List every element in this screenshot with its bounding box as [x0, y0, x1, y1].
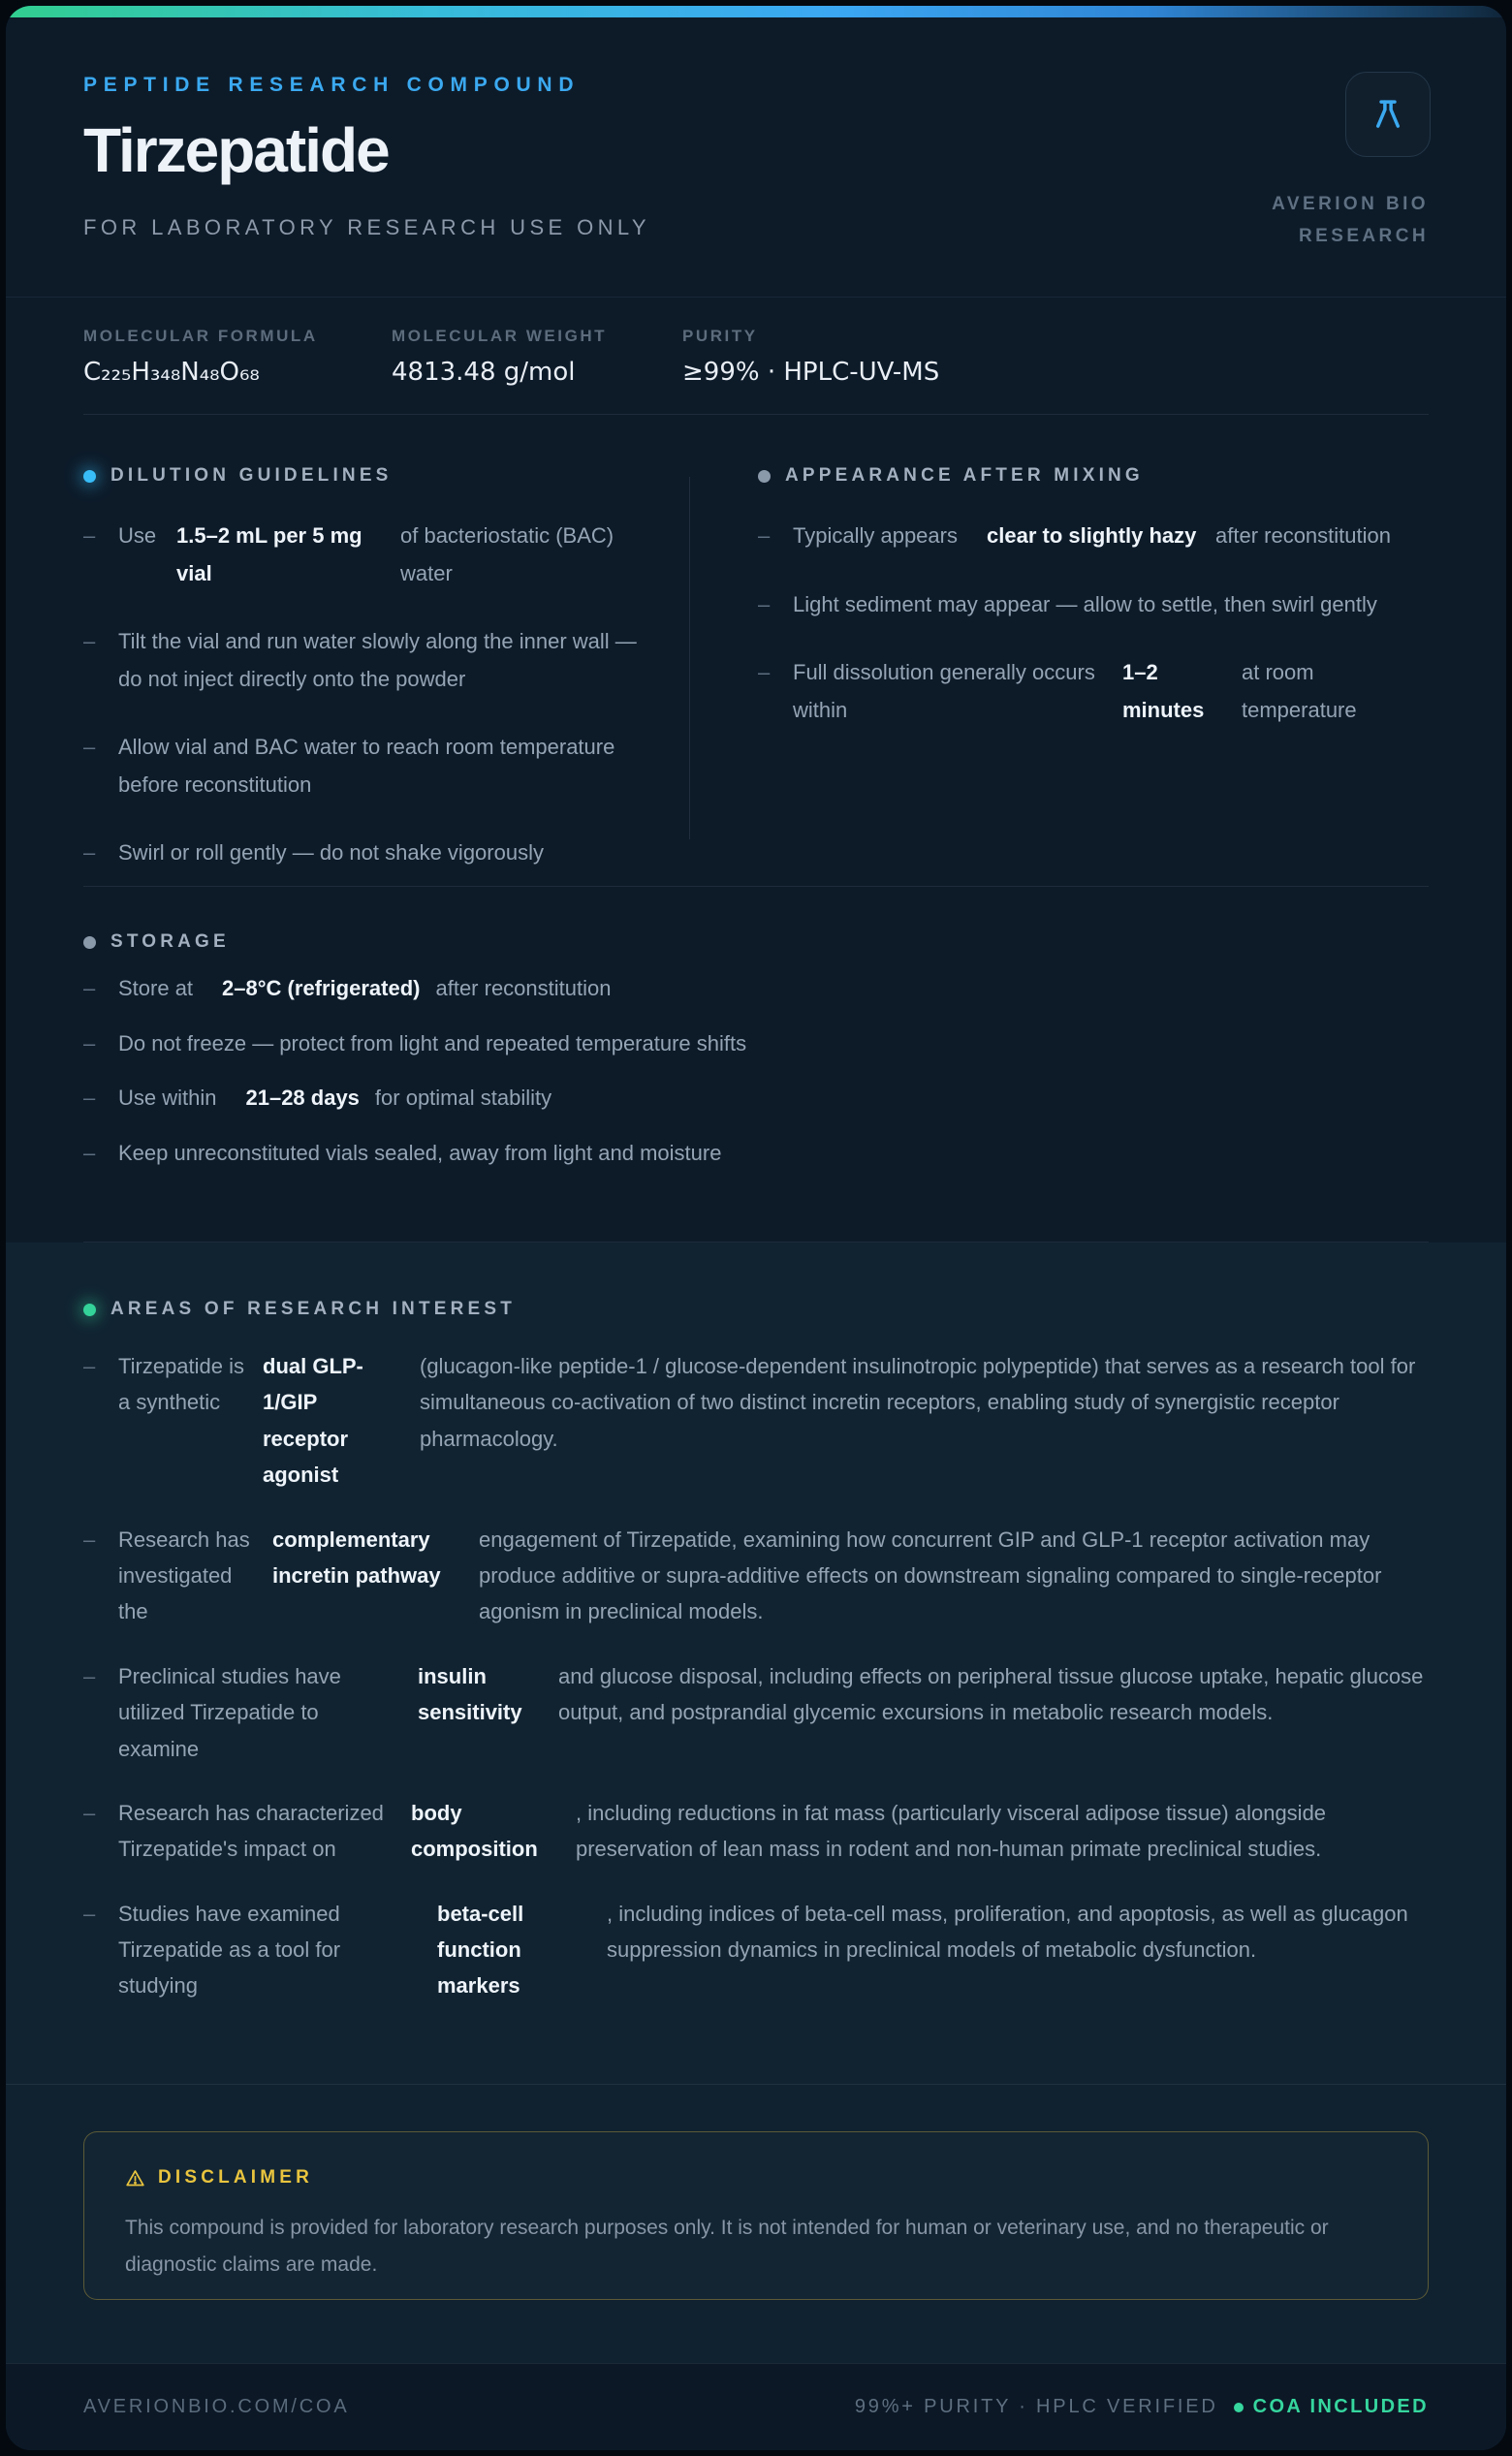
- list-text: and glucose disposal, including effects on peripheral tissue glucose uptake, hepatic glucose output, and postprandial glycemic excursions in metabolic research models.: [558, 1663, 1424, 1725]
- list-text: for optimal stability: [374, 1086, 552, 1110]
- list-text: Light sediment may appear — allow to settle, then swirl gently: [793, 591, 1377, 616]
- coa-included-badge: [1234, 2396, 1429, 2418]
- dash-marker: –: [83, 1030, 96, 1055]
- flask-icon: [1367, 93, 1409, 136]
- research-interest-section: [6, 1243, 1506, 2084]
- dash-marker: –: [83, 629, 96, 653]
- dash-marker: –: [83, 523, 96, 548]
- section-title: AREAS OF RESEARCH INTEREST: [110, 1299, 516, 1319]
- badge-label: COA INCLUDED: [1252, 2396, 1429, 2417]
- dilution-list: [83, 518, 650, 872]
- molecular-specs-row: [6, 298, 1506, 414]
- spec-label: MOLECULAR WEIGHT: [392, 327, 608, 345]
- dash-marker: –: [83, 1663, 96, 1688]
- list-item: [758, 654, 1429, 729]
- list-text: at room temperature: [1242, 660, 1357, 722]
- spec-value: C₂₂₅H₃₄₈N₄₈O₆₈: [83, 358, 260, 387]
- section-header: [83, 465, 650, 487]
- section-title: APPEARANCE AFTER MIXING: [785, 465, 1144, 486]
- list-text: Use: [118, 523, 157, 548]
- section-dot-icon: [83, 936, 96, 949]
- hero-header: [6, 17, 1506, 298]
- list-text: Tilt the vial and run water slowly along the inner wall — do not inject directly onto the powder: [118, 629, 637, 691]
- list-item: [83, 1795, 1429, 1868]
- section-dot-icon: [758, 470, 771, 483]
- list-item: [83, 623, 650, 698]
- dash-marker: –: [83, 735, 96, 759]
- list-text: of bacteriostatic (BAC) water: [400, 523, 614, 585]
- list-item: [83, 1135, 1429, 1173]
- list-item: [758, 518, 1429, 555]
- list-highlight: beta-cell function markers: [437, 1901, 524, 1999]
- dash-marker: –: [83, 1354, 96, 1378]
- dash-marker: –: [758, 591, 771, 616]
- list-text: Store at: [118, 976, 194, 1000]
- list-highlight: 21–28 days: [245, 1086, 360, 1110]
- list-highlight: 1–2 minutes: [1122, 660, 1205, 722]
- list-highlight: 2–8°C (refrigerated): [222, 976, 421, 1000]
- list-text: Research has investigated the: [118, 1527, 250, 1624]
- list-text: Tirzepatide is a synthetic: [118, 1354, 245, 1415]
- warning-icon: [125, 2168, 145, 2188]
- section-header: [83, 931, 1429, 953]
- list-text: (glucagon-like peptide-1 / glucose-dependent insulinotropic polypeptide) that serves as a research tool for simultaneous co-activation of two distinct incretin receptors, enabling study of synergistic receptor pharmacology.: [420, 1354, 1416, 1451]
- dash-marker: –: [83, 1086, 96, 1110]
- footer-right: [855, 2396, 1429, 2418]
- list-text: Keep unreconstituted vials sealed, away from light and moisture: [118, 1140, 722, 1165]
- list-text: Do not freeze — protect from light and repeated temperature shifts: [118, 1030, 747, 1055]
- storage-section: [6, 887, 1506, 1242]
- list-text: Use within: [118, 1086, 217, 1110]
- list-item: [83, 1896, 1429, 2004]
- list-highlight: 1.5–2 mL per 5 mg vial: [176, 523, 362, 585]
- section-dot-icon: [83, 470, 96, 483]
- list-text: , including reductions in fat mass (particularly visceral adipose tissue) alongside preservation of lean mass in rodent and non-human primate preclinical studies.: [576, 1800, 1327, 1862]
- section-dot-icon: [83, 1304, 96, 1316]
- list-text: Full dissolution generally occurs within: [793, 660, 1095, 722]
- research-use-subtitle: FOR LABORATORY RESEARCH USE ONLY: [83, 215, 650, 239]
- section-title: STORAGE: [110, 931, 230, 952]
- list-highlight: clear to slightly hazy: [987, 523, 1197, 548]
- list-highlight: complementary incretin pathway: [272, 1527, 441, 1588]
- brand-name: [1272, 188, 1429, 253]
- list-item: [83, 518, 650, 592]
- brand-logo: [1345, 72, 1431, 157]
- list-item: [758, 586, 1429, 624]
- spec-purity: [682, 327, 1429, 414]
- list-item: [83, 1348, 1429, 1494]
- list-highlight: dual GLP-1/GIP receptor agonist: [263, 1354, 363, 1488]
- storage-list: [83, 970, 1429, 1172]
- dash-marker: –: [83, 1800, 96, 1825]
- prep-section: [6, 415, 1506, 886]
- spec-value: 4813.48 g/mol: [392, 358, 576, 387]
- dash-marker: –: [758, 660, 771, 684]
- list-item: [83, 729, 650, 803]
- dash-marker: –: [83, 1527, 96, 1552]
- purity-verified-text: 99%+ PURITY · HPLC VERIFIED: [854, 2396, 1218, 2417]
- brand-name-line2: RESEARCH: [1299, 226, 1429, 247]
- disclaimer-title: DISCLAIMER: [158, 2167, 314, 2188]
- disclaimer-text: This compound is provided for laboratory research purposes only. It is not intended for human or veterinary use, and no therapeutic or diagnostic claims are made.: [125, 2217, 1329, 2276]
- dash-marker: –: [758, 523, 771, 548]
- section-header: [758, 465, 1429, 487]
- list-text: after reconstitution: [435, 976, 612, 1000]
- section-title: DILUTION GUIDELINES: [110, 465, 393, 486]
- brand-name-line1: AVERION BIO: [1272, 194, 1429, 214]
- dilution-guidelines-section: [83, 465, 689, 886]
- list-highlight: body composition: [411, 1800, 538, 1862]
- list-text: engagement of Tirzepatide, examining how concurrent GIP and GLP-1 receptor activation may produce additive or supra-additive effects on downstream signaling compared to single-receptor agonism in preclinical models.: [479, 1527, 1382, 1624]
- dash-marker: –: [83, 1901, 96, 1926]
- list-text: after reconstitution: [1215, 523, 1391, 548]
- disclaimer-box: [83, 2131, 1429, 2300]
- dash-marker: –: [83, 976, 96, 1000]
- appearance-section: [690, 465, 1429, 886]
- list-item: [83, 1658, 1429, 1767]
- spec-label: PURITY: [682, 327, 758, 345]
- research-list: [83, 1348, 1429, 2004]
- list-item: [83, 1080, 1429, 1118]
- list-text: , including indices of beta-cell mass, proliferation, and apoptosis, as well as glucagon suppression dynamics in preclinical models of metabolic dysfunction.: [607, 1901, 1408, 1963]
- footer: [6, 2363, 1506, 2450]
- list-item: [83, 970, 1429, 1008]
- accent-gradient-bar: [6, 6, 1506, 17]
- product-card: [6, 6, 1506, 2450]
- list-highlight: insulin sensitivity: [418, 1663, 522, 1725]
- spec-label: MOLECULAR FORMULA: [83, 327, 318, 345]
- eyebrow-label: PEPTIDE RESEARCH COMPOUND: [83, 74, 581, 96]
- list-text: Preclinical studies have utilized Tirzepatide to examine: [118, 1663, 341, 1761]
- list-item: [83, 1025, 1429, 1063]
- badge-dot-icon: [1234, 2403, 1244, 2412]
- coa-url-link[interactable]: AVERIONBIO.COM/COA: [83, 2396, 350, 2417]
- section-header: [83, 1299, 1429, 1320]
- list-text: Studies have examined Tirzepatide as a tool for studying: [118, 1901, 341, 1999]
- list-item: [83, 834, 650, 872]
- list-item: [83, 1522, 1429, 1630]
- appearance-list: [758, 518, 1429, 729]
- list-text: Allow vial and BAC water to reach room temperature before reconstitution: [118, 735, 615, 797]
- disclaimer-band: [6, 2084, 1506, 2363]
- list-text: Research has characterized Tirzepatide's impact on: [118, 1800, 384, 1862]
- spec-molecular-weight: [392, 327, 682, 414]
- page-title: Tirzepatide: [83, 115, 389, 185]
- dash-marker: –: [83, 1140, 96, 1165]
- spec-molecular-formula: [83, 327, 392, 414]
- list-text: Swirl or roll gently — do not shake vigorously: [118, 840, 544, 865]
- spec-value: ≥99% · HPLC-UV-MS: [682, 358, 940, 387]
- dash-marker: –: [83, 840, 96, 865]
- list-text: Typically appears: [793, 523, 958, 548]
- disclaimer-header: [125, 2167, 1387, 2188]
